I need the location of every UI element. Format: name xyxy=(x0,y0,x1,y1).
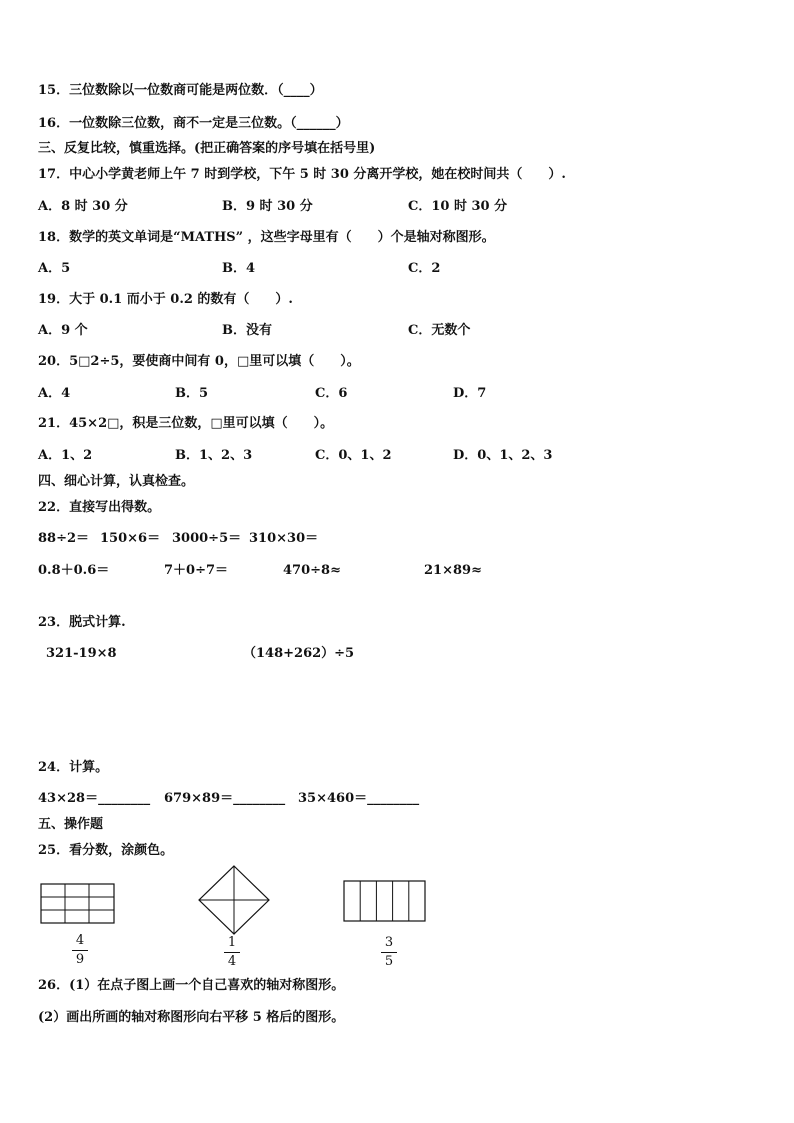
q20-option-b: B．5 xyxy=(175,386,209,401)
question-25-stem: 25．看分数，涂颜色。 xyxy=(38,843,174,858)
q21-option-b: B．1、2、3 xyxy=(175,448,253,463)
q21-option-a: A．1、2 xyxy=(38,448,93,463)
q19-option-a: A．9 个 xyxy=(38,323,88,338)
question-15: 15．三位数除以一位数商可能是两位数．（____） xyxy=(38,83,323,98)
q22-expr: 88÷2＝ xyxy=(38,531,90,546)
q19-option-b: B．没有 xyxy=(222,323,272,338)
q17-option-c: C．10 时 30 分 xyxy=(408,199,508,214)
q22-expr: 0.8＋0.6＝ xyxy=(38,563,110,578)
q18-option-c: C．2 xyxy=(408,261,441,276)
q24-expr-3: 35×460＝________ xyxy=(298,791,420,806)
q24-expr-1: 43×28＝________ xyxy=(38,791,151,806)
q20-option-c: C．6 xyxy=(315,386,348,401)
q20-option-d: D．7 xyxy=(453,386,487,401)
q19-option-c: C．无数个 xyxy=(408,323,471,338)
question-23-stem: 23．脱式计算. xyxy=(38,615,126,630)
section-4-title: 四、细心计算，认真检查。 xyxy=(38,474,195,489)
q17-option-a: A．8 时 30 分 xyxy=(38,199,128,214)
q23-expr-2: （148+262）÷5 xyxy=(243,646,355,661)
question-16: 16．一位数除三位数，商不一定是三位数。（______） xyxy=(38,116,349,131)
question-21-stem: 21．45×2□，积是三位数，□里可以填（ ）。 xyxy=(38,416,334,431)
q25-diamond-figure xyxy=(197,865,271,935)
q23-expr-1: 321-19×8 xyxy=(46,646,117,661)
q25-fraction-2: 1 4 xyxy=(222,936,242,969)
section-3-title: 三、反复比较，慎重选择。(把正确答案的序号填在括号里) xyxy=(38,141,376,156)
q17-option-b: B．9 时 30 分 xyxy=(222,199,313,214)
question-24-stem: 24．计算。 xyxy=(38,760,109,775)
q21-option-d: D．0、1、2、3 xyxy=(453,448,553,463)
question-17-stem: 17．中心小学黄老师上午 7 时到学校，下午 5 时 30 分离开学校，她在校时间共（ ）. xyxy=(38,167,566,182)
q25-fraction-1: 4 9 xyxy=(70,934,90,967)
q20-option-a: A．4 xyxy=(38,386,71,401)
q21-option-c: C．0、1、2 xyxy=(315,448,392,463)
question-26-part-1: 26．(1）在点子图上画一个自己喜欢的轴对称图形。 xyxy=(38,978,345,993)
section-5-title: 五、操作题 xyxy=(38,817,104,832)
question-18-stem: 18．数学的英文单词是“MATHS” ，这些字母里有（ ）个是轴对称图形。 xyxy=(38,230,495,245)
q22-expr: 150×6＝ xyxy=(100,531,161,546)
q22-expr: 21×89≈ xyxy=(424,563,482,578)
q18-option-a: A．5 xyxy=(38,261,71,276)
q24-expr-2: 679×89＝________ xyxy=(164,791,286,806)
question-20-stem: 20．5□2÷5，要使商中间有 0，□里可以填（ ）。 xyxy=(38,354,360,369)
q25-strip-figure xyxy=(343,880,427,923)
q22-expr: 470÷8≈ xyxy=(283,563,341,578)
q22-expr: 7＋0÷7＝ xyxy=(164,563,229,578)
question-26-part-2: (2）画出所画的轴对称图形向右平移 5 格后的图形。 xyxy=(38,1010,345,1025)
question-22-stem: 22．直接写出得数。 xyxy=(38,500,161,515)
q22-expr: 310×30＝ xyxy=(249,531,319,546)
question-19-stem: 19．大于 0.1 而小于 0.2 的数有（ ）. xyxy=(38,292,293,307)
q25-fraction-3: 3 5 xyxy=(379,936,399,969)
q18-option-b: B．4 xyxy=(222,261,256,276)
q22-expr: 3000÷5＝ xyxy=(172,531,242,546)
q25-grid-figure xyxy=(40,883,116,925)
